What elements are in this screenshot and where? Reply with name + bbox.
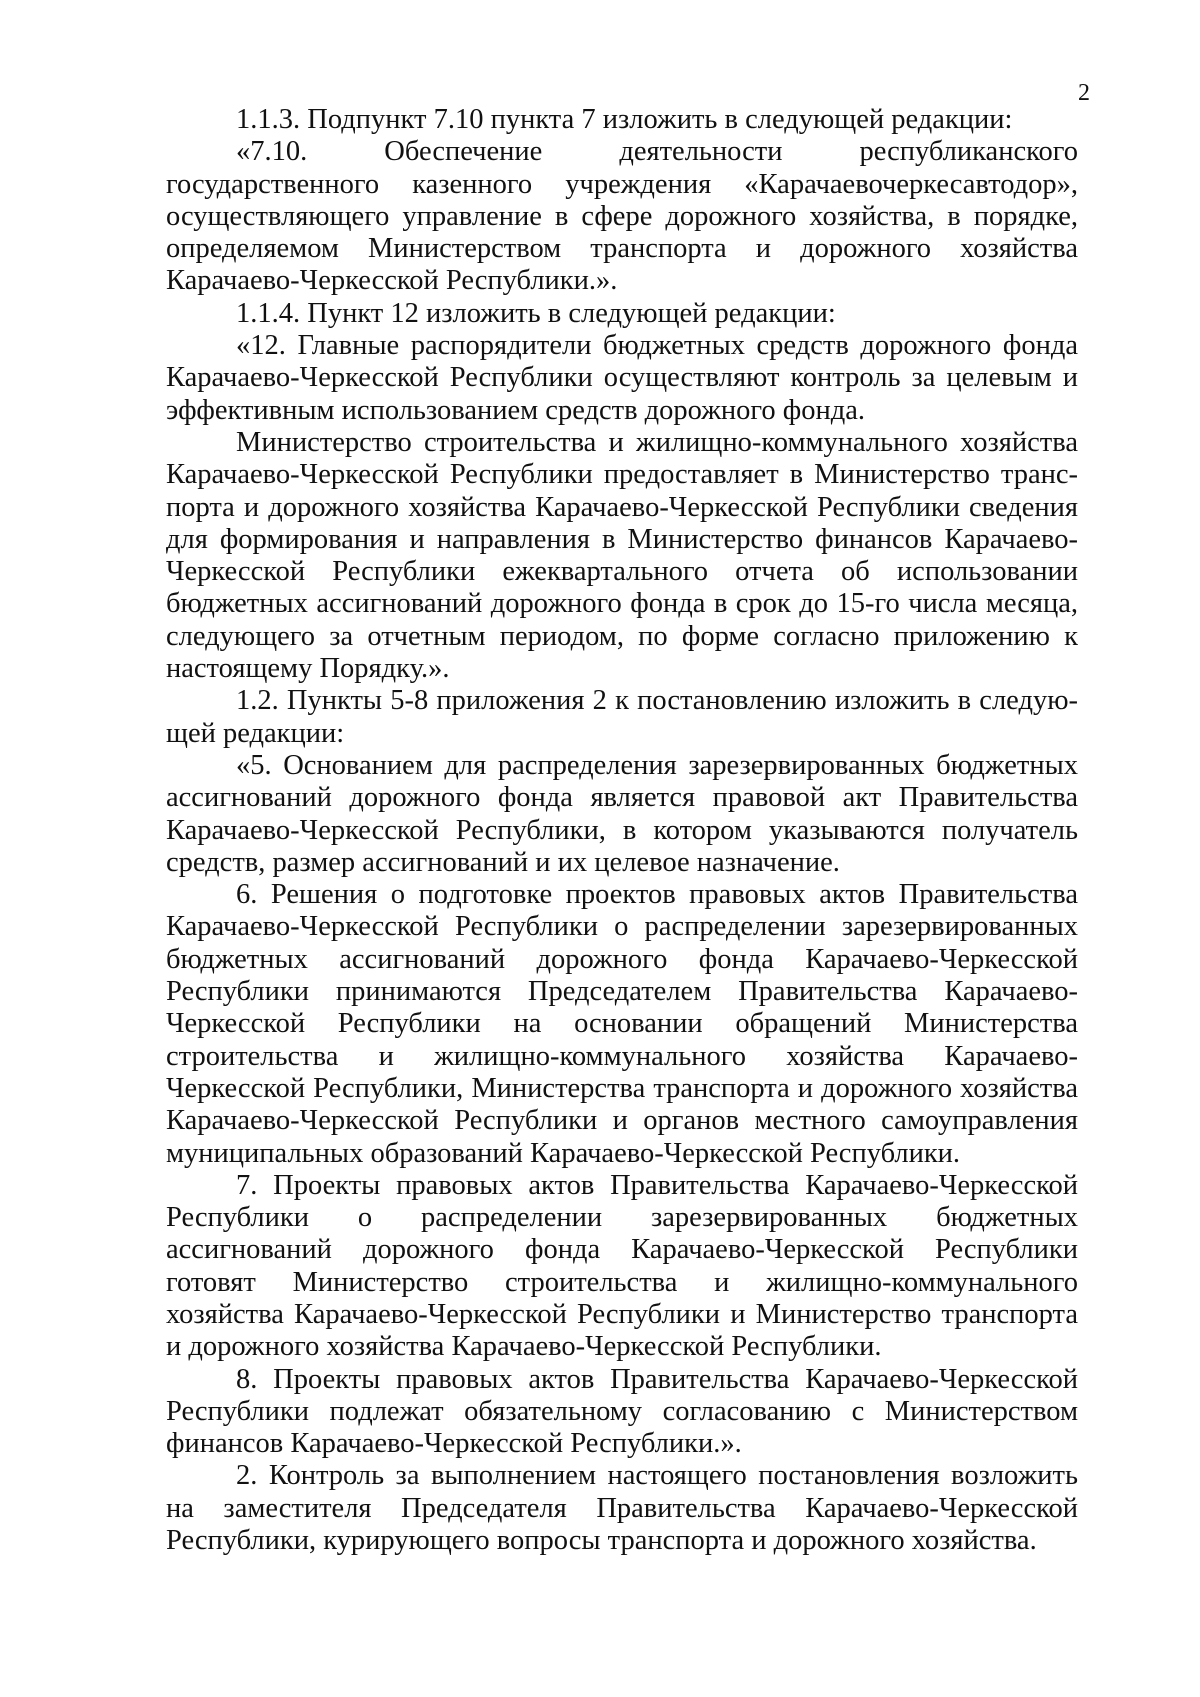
paragraph-ministry-construction: Министерство строительства и жилищно-коммунального хозяйства Карачаево-Черкесской Республики предоставляет в Министерство транспорта и дорожного хозяйства Карачаево-Черкесской Республики сведения для формирования и направления в Министерство финансов Карачаево-Черкесской Республики ежеквартального отчета об использовании бюджетных ассигнований дорожного фонда в срок до 15-го числа месяца, следующего за отчетным периодом, по форме согласно приложению к настоящему Порядку.». [166,426,1078,685]
document-body [166,104,1078,1557]
paragraph-7: 7. Проекты правовых актов Правительства Карачаево-Черкесской Республики о распределении зарезервированных бюджетных ассигнований дорожного фонда Карачаево-Черкесской Республики готовят Министерство строительства и жилищно-коммунального хозяйства Карачаево-Черкесской Республики и Министерство транспорта и дорожного хозяйства Карачаево-Черкесской Республики. [166,1169,1078,1363]
paragraph-5: «5. Основанием для распределения зарезервированных бюджетных ассигнований дорожного фонда является правовой акт Правительства Карачаево-Черкесской Республики, в котором указываются получатель средств, размер ассигнований и их целевое назначение. [166,749,1078,878]
paragraph-1-2: 1.2. Пункты 5-8 приложения 2 к постановлению изложить в следующей редакции: [166,685,1078,749]
paragraph-7-10: «7.10. Обеспечение деятельности республиканского государственного казенного учреждения «Карачаевочеркесавтодор», осуществляющего управление в сфере дорожного хозяйства, в порядке, определяемом Министерством транспорта и дорожного хозяйства Карачаево-Черкесской Республики.». [166,136,1078,297]
paragraph-1-1-4: 1.1.4. Пункт 12 изложить в следующей редакции: [236,297,836,329]
paragraph-8: 8. Проекты правовых актов Правительства Карачаево-Черкесской Республики подлежат обязательному согласованию с Министерством финансов Карачаево-Черкесской Республики.». [166,1363,1078,1460]
paragraph-6: 6. Решения о подготовке проектов правовых актов Правительства Карачаево-Черкесской Республики о распределении зарезервированных бюджетных ассигнований дорожного фонда Карачаево-Черкесской Республики принимаются Председателем Правительства Карачаево-Черкесской Республики на основании обращений Министерства строительства и жилищно-коммунального хозяйства Карачаево-Черкесской Республики, Министерства транспорта и дорожного хозяйства Карачаево-Черкесской Республики и органов местного самоуправления муниципальных образований Карачаево-Черкесской Республики. [166,879,1078,1169]
paragraph-1-1-3: 1.1.3. Подпункт 7.10 пункта 7 изложить в следующей редакции: [236,104,1013,135]
page-number: 2 [1078,80,1090,106]
paragraph-2-control: 2. Контроль за выполнением настоящего постановления возложить на заместителя Председателя Правительства Карачаево-Черкесской Республики, курирующего вопросы транспорта и дорожного хозяйства. [166,1460,1078,1557]
paragraph-12: «12. Главные распорядители бюджетных средств дорожного фонда Карачаево-Черкесской Республики осуществляют контроль за целевым и эффективным использованием средств дорожного фонда. [166,330,1078,426]
